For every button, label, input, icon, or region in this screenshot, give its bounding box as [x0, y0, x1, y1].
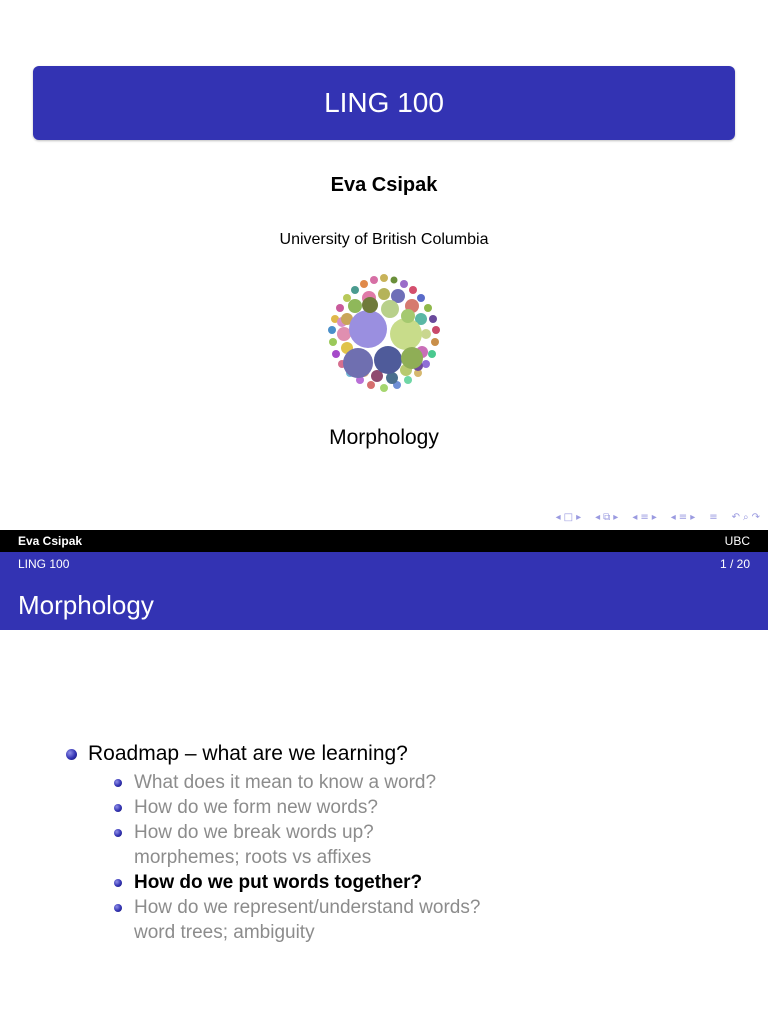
roadmap-subitem: [114, 795, 746, 820]
roadmap-subitem-detail: morphemes; roots vs affixes: [134, 847, 372, 868]
slide-title: LING 100: [324, 87, 444, 118]
nav-prev-section-icon[interactable]: ◂: [670, 512, 676, 523]
roadmap-subitem-text: What does it mean to know a word?: [134, 772, 437, 793]
nav-align-icon[interactable]: ≡: [709, 512, 718, 523]
footline-institute: UBC: [724, 534, 750, 548]
bullet-ball-icon: [114, 879, 122, 887]
frame-headline: [0, 552, 768, 630]
footline-author: Eva Csipak: [18, 534, 83, 548]
nav-search-icon[interactable]: ⌕: [743, 512, 749, 523]
roadmap-subitem-detail: word trees; ambiguity: [134, 922, 315, 943]
slide-title-box: [33, 66, 735, 140]
footline-bar: [0, 530, 768, 552]
roadmap-subitem-text: How do we form new words?: [134, 797, 378, 818]
page-counter: 1 / 20: [719, 557, 750, 571]
roadmap-subitem-text: How do we put words together?: [134, 872, 423, 893]
nav-back-icon[interactable]: ↶: [731, 512, 740, 523]
nav-next-slide-icon[interactable]: ▸: [576, 512, 582, 523]
headline-course: LING 100: [18, 557, 70, 571]
bullet-ball-icon: [114, 904, 122, 912]
nav-next-subsection-icon[interactable]: ▸: [651, 512, 657, 523]
frame-title: Morphology: [18, 590, 154, 620]
bullet-ball-icon: [66, 749, 77, 760]
nav-slide-icon[interactable]: □: [563, 512, 574, 523]
nav-subsection-icon[interactable]: ≡: [640, 512, 649, 523]
bullet-ball-icon: [114, 804, 122, 812]
nav-prev-frame-icon[interactable]: ◂: [595, 512, 601, 523]
nav-frame-icon[interactable]: ⧉: [603, 512, 611, 523]
bullet-ball-icon: [114, 829, 122, 837]
frame-content: [66, 740, 746, 945]
roadmap-subitem: [114, 820, 746, 870]
roadmap-subitem-text: How do we break words up?: [134, 822, 374, 843]
nav-next-section-icon[interactable]: ▸: [690, 512, 696, 523]
nav-section-icon[interactable]: ≡: [678, 512, 688, 523]
roadmap-subitem-text: How do we represent/understand words?: [134, 897, 481, 918]
nav-next-frame-icon[interactable]: ▸: [613, 512, 619, 523]
roadmap-subitem-current: [114, 870, 746, 895]
institute-name: University of British Columbia: [279, 231, 489, 248]
roadmap-subitem: [114, 895, 746, 945]
roadmap-subitem: [114, 770, 746, 795]
nav-prev-slide-icon[interactable]: ◂: [555, 512, 561, 523]
roadmap-sublist: [114, 770, 746, 945]
bullet-ball-icon: [114, 779, 122, 787]
roadmap-item-text: Roadmap – what are we learning?: [88, 742, 408, 765]
presentation-subtitle: Morphology: [329, 426, 439, 449]
bubble-cluster-logo-icon: [322, 272, 446, 394]
roadmap-item: [66, 740, 746, 768]
nav-forward-icon[interactable]: ↷: [751, 512, 760, 523]
beamer-navigation-bar: [556, 510, 760, 526]
nav-prev-subsection-icon[interactable]: ◂: [632, 512, 638, 523]
author-name: Eva Csipak: [330, 174, 438, 196]
